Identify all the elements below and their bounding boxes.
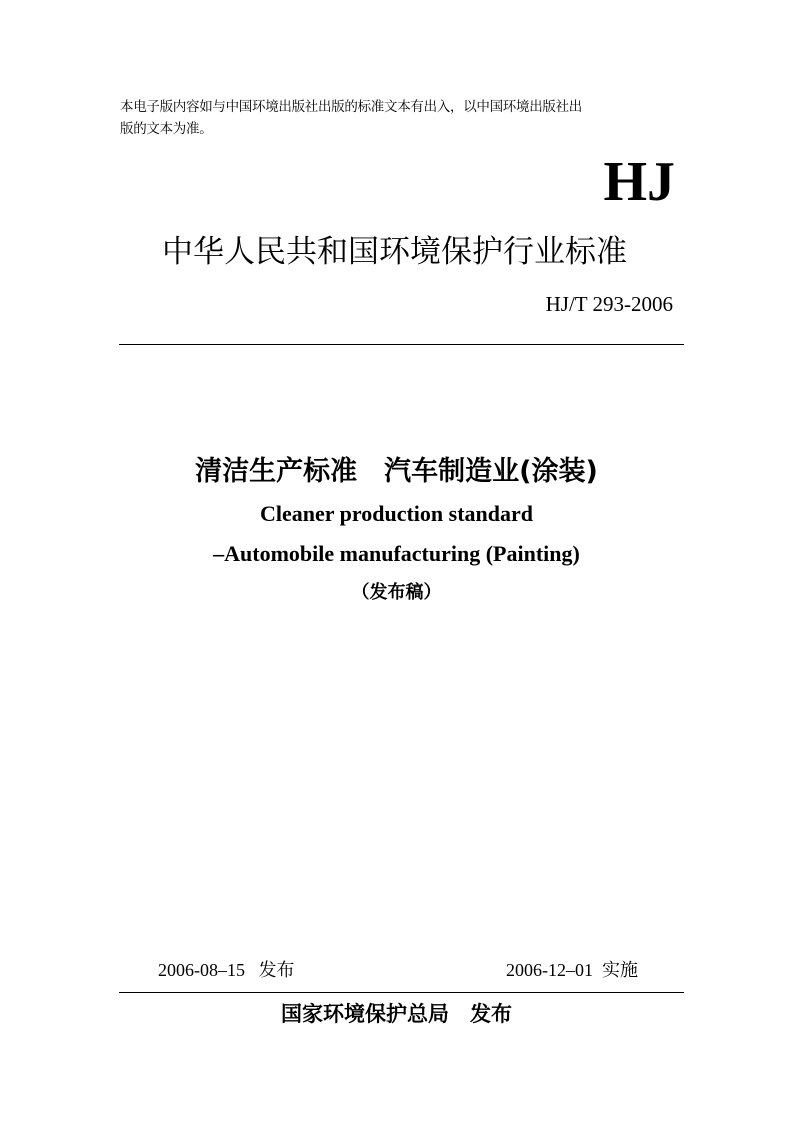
bottom-divider [119,992,684,993]
effective-label: 实施 [602,960,638,980]
dates-row [0,955,793,985]
title-english-line-1: Cleaner production standard [259,501,533,526]
issue-date-group [158,955,295,985]
issue-date: 2006-08–15 [158,960,245,980]
publisher: 国家环境保护总局 发布 [281,1002,512,1026]
document-title-block [0,450,793,612]
title-english-line-2: –Automobile manufacturing (Painting) [213,541,580,566]
disclaimer-note [120,96,680,140]
hj-logo: HJ [603,151,675,213]
standard-code: HJ/T 293-2006 [545,292,673,316]
title-chinese: 清洁生产标准 汽车制造业(涂装) [195,456,598,487]
disclaimer-line-1: 本电子版内容如与中国环境出版社出版的标准文本有出入，以中国环境出版社出 [120,99,582,115]
effective-date: 2006-12–01 [506,960,593,980]
draft-note: （发布稿） [351,582,442,603]
standard-category-title: 中华人民共和国环境保护行业标准 [162,234,627,270]
disclaimer-line-2: 版的文本为准。 [120,121,213,137]
issue-label: 发布 [258,960,295,980]
top-divider [119,344,684,345]
effective-date-group [506,955,638,985]
